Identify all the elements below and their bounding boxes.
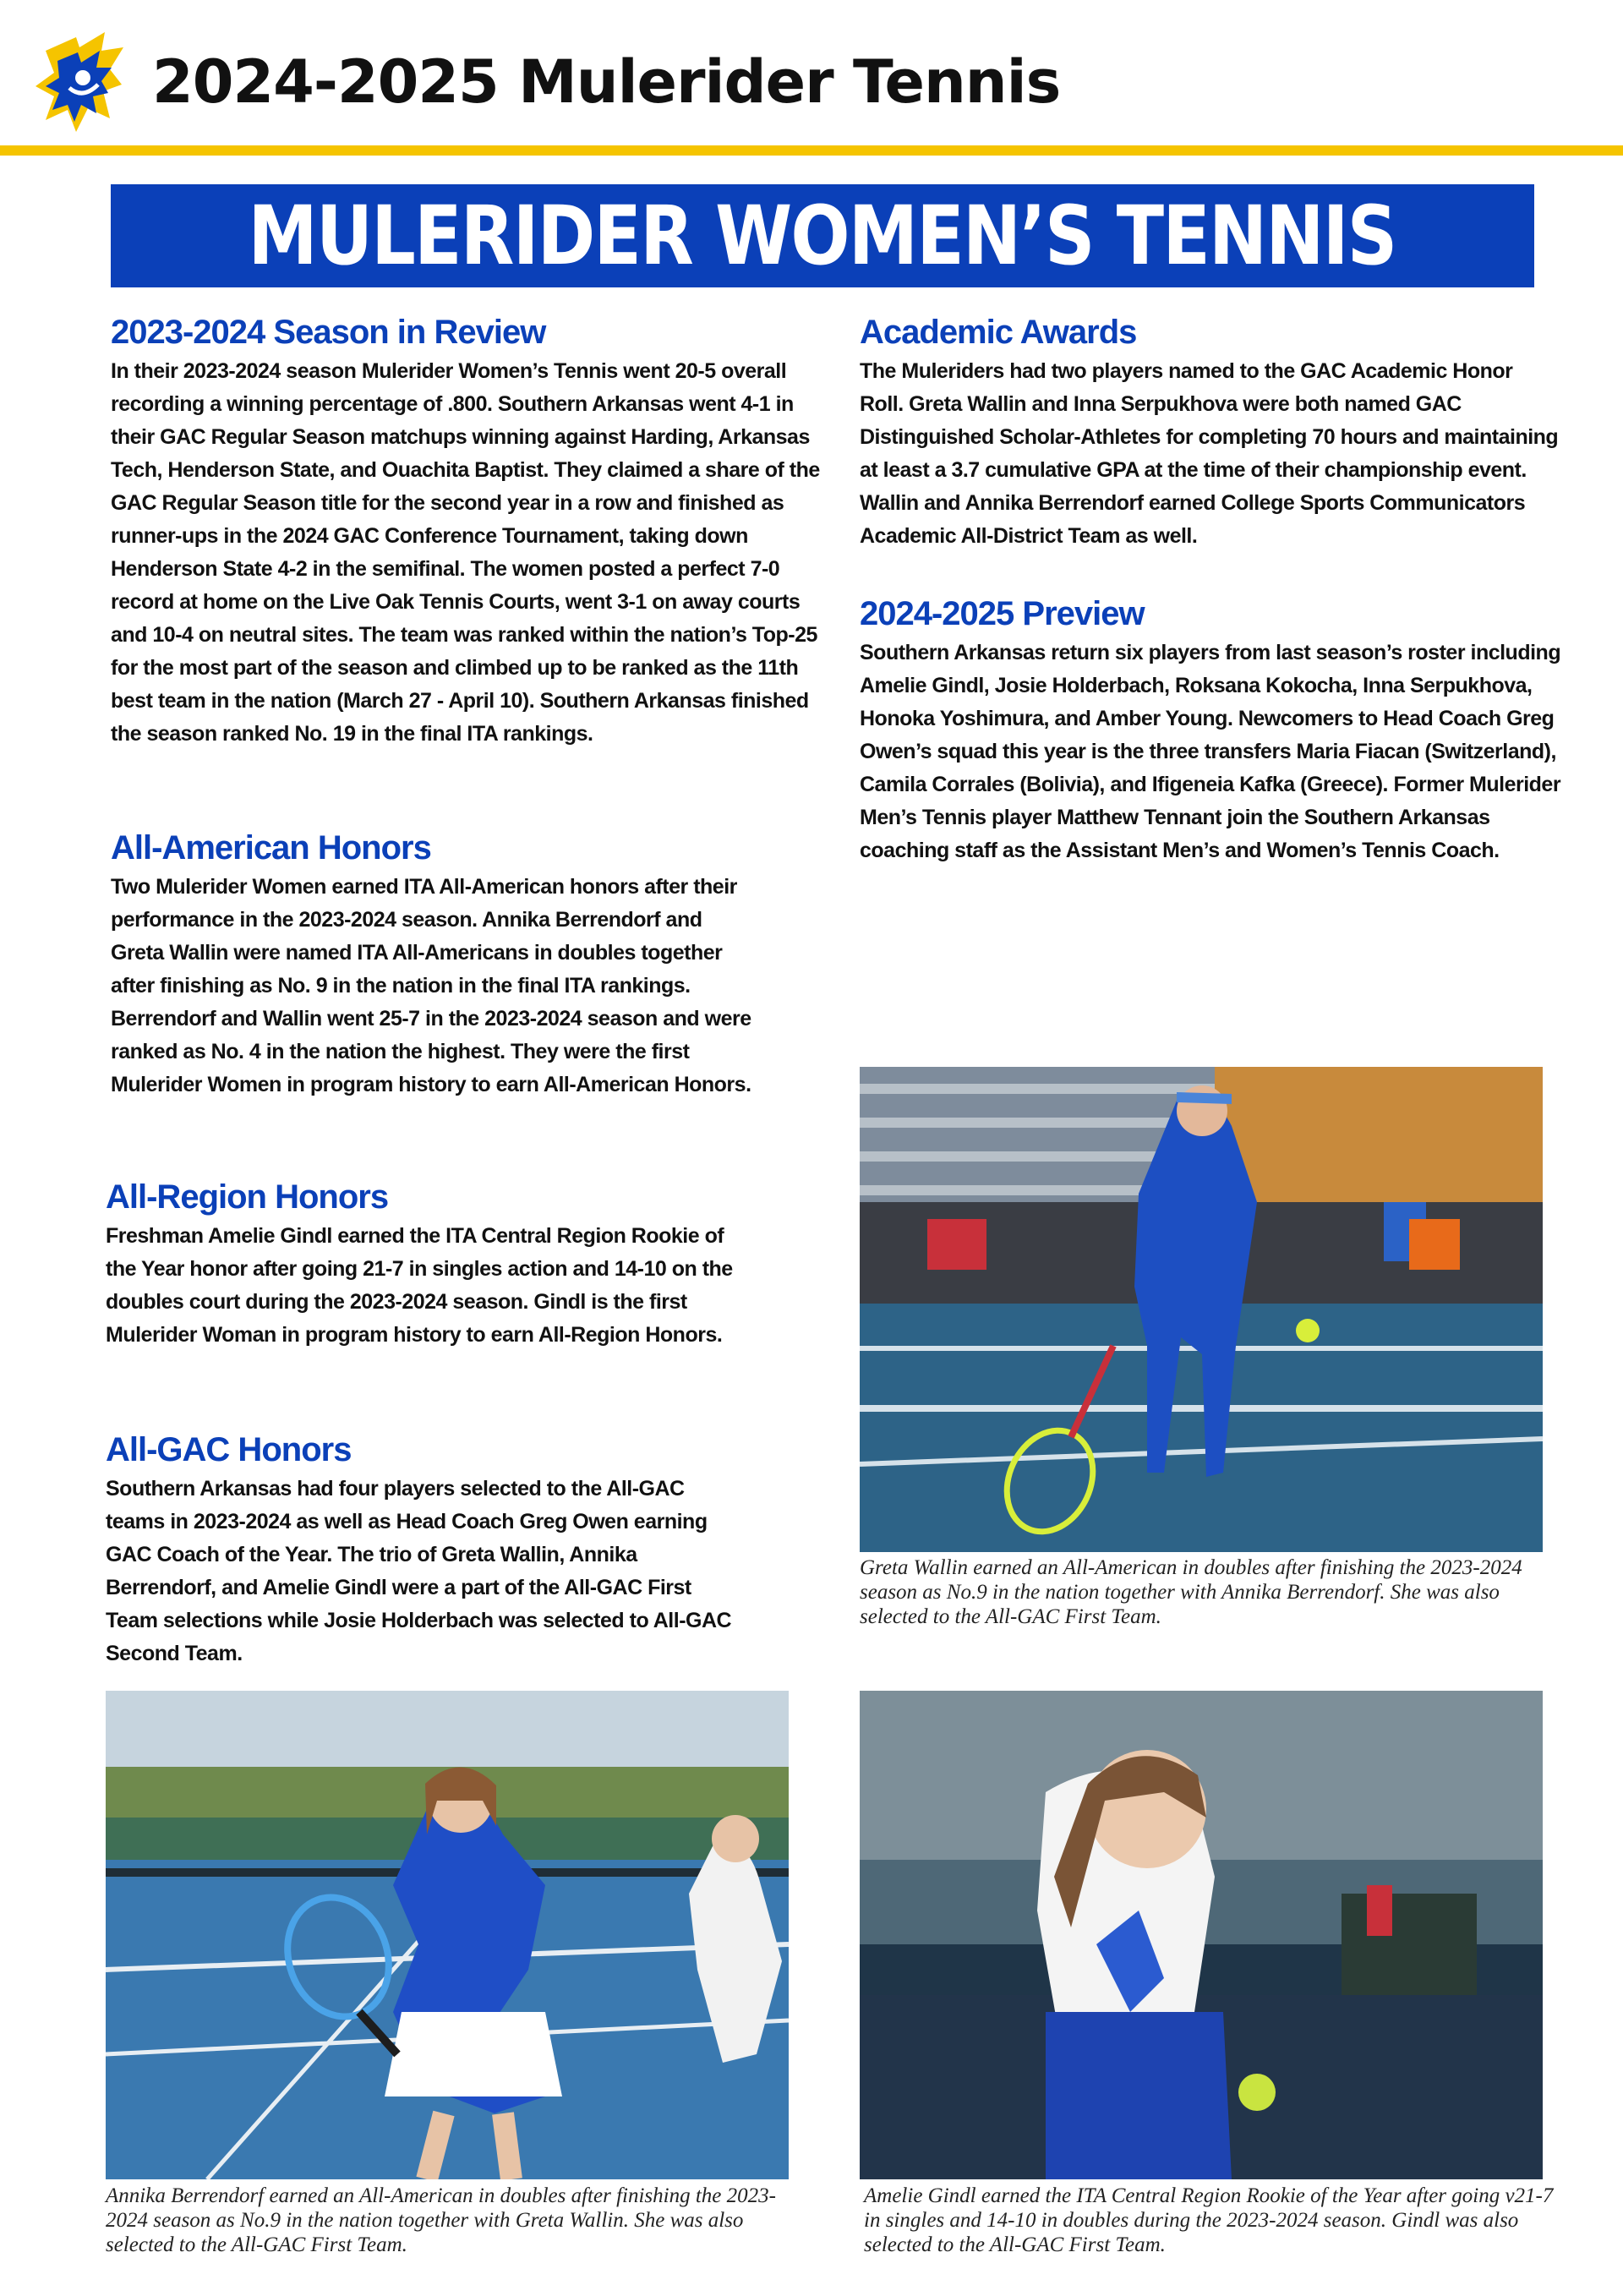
section-title: Academic Awards [860,314,1137,351]
mulerider-mule-logo-icon [29,25,134,139]
section-academic-awards [860,313,1561,553]
photo-caption: Greta Wallin earned an All-American in doubles after finishing the 2023-2024 season as No.9 in the nation together with Annika Berrendorf. She was also selected to the All-GAC First Team. [860,1556,1522,1628]
header-title: 2024-2025 Mulerider Tennis [152,47,1061,117]
photo-annika-berrendorf [106,1691,789,2179]
section-all-american [111,828,753,1102]
photo-caption: Annika Berrendorf earned an All-American in doubles after finishing the 2023-2024 season as No.9 in the nation together with Greta Wallin. She was also selected to the All-GAC First Team. [106,2184,776,2256]
section-title: 2023-2024 Season in Review [111,314,546,351]
section-all-gac [106,1430,740,1670]
title-banner [111,184,1534,287]
photo-greta-wallin [860,1067,1543,1552]
section-body: The Muleriders had two players named to the GAC Academic Honor Roll. Greta Wallin and Inna Serpukhova were both named GAC Distinguished Scholar-Athletes for completing 70 hours and maintaining at least a 3.7 cumulative GPA at the time of their championship event. Wallin and Annika Berrendorf earned College Sports Communicators Academic All-District Team as well. [860,359,1559,548]
section-title: All-GAC Honors [106,1431,352,1468]
section-preview [860,594,1561,867]
banner-title: MULERIDER WOMEN’S TENNIS [248,189,1396,283]
section-body: Southern Arkansas had four players selected to the All-GAC teams in 2023-2024 as well as Head Coach Greg Owen earning GAC Coach of the Year. The trio of Greta Wallin, Annika Berrendorf, and Amelie Gindl were a part of the All-GAC First Team selections while Josie Holderbach was selected to All-GAC Second Team. [106,1477,732,1665]
page-header [0,0,1623,152]
photo-amelie-gindl [860,1691,1543,2179]
section-body: Southern Arkansas return six players from last season’s roster including Amelie Gindl, Josie Holderbach, Roksana Kokocha, Inna Serpukhova, Honoka Yoshimura, and Amber Young. Newcomers to Head Coach Greg Owen’s squad this year is the three transfers Maria Fiacan (Switzerland), Camila Corrales (Bolivia), and Ifigeneia Kafka (Greece). Former Mulerider Men’s Tennis player Matthew Tennant join the Southern Arkansas coaching staff as the Assistant Men’s and Women’s Tennis Coach. [860,641,1561,862]
section-title: 2024-2025 Preview [860,595,1145,632]
section-all-region [106,1178,740,1352]
section-title: All-American Honors [111,829,431,866]
section-season-review [111,313,821,751]
photo-caption: Amelie Gindl earned the ITA Central Region Rookie of the Year after going v21-7 in singles and 14-10 in doubles during the 2023-2024 season. Gindl was also selected to the All-GAC First Team. [864,2184,1554,2256]
section-body: In their 2023-2024 season Mulerider Women’s Tennis went 20-5 overall recording a winning percentage of .800. Southern Arkansas went 4-1 in their GAC Regular Season matchups winning against Harding, Arkansas Tech, Henderson State, and Ouachita Baptist. They claimed a share of the GAC Regular Season title for the second year in a row and finished as runner-ups in the 2024 GAC Conference Tournament, taking down Henderson State 4-2 in the semifinal. The women posted a perfect 7-0 record at home on the Live Oak Tennis Courts, went 3-1 on away courts and 10-4 on neutral sites. The team was ranked within the nation’s Top-25 for the most part of the season and climbed up to be ranked as the 11th best team in the nation (March 27 - April 10). Southern Arkansas finished the season ranked No. 19 in the final ITA rankings. [111,359,820,746]
header-divider [0,145,1623,156]
section-title: All-Region Honors [106,1178,389,1216]
section-body: Freshman Amelie Gindl earned the ITA Central Region Rookie of the Year honor after going 21-7 in singles action and 14-10 on the doubles court during the 2023-2024 season. Gindl is the first Mulerider Woman in program history to earn All-Region Honors. [106,1224,733,1347]
section-body: Two Mulerider Women earned ITA All-American honors after their performance in the 2023-2024 season. Annika Berrendorf and Greta Wallin were named ITA All-Americans in doubles together after finishing as No. 9 in the nation in the final ITA rankings. Berrendorf and Wallin went 25-7 in the 2023-2024 season and were ranked as No. 4 in the nation the highest. They were the first Mulerider Women in program history to earn All-American Honors. [111,875,751,1096]
